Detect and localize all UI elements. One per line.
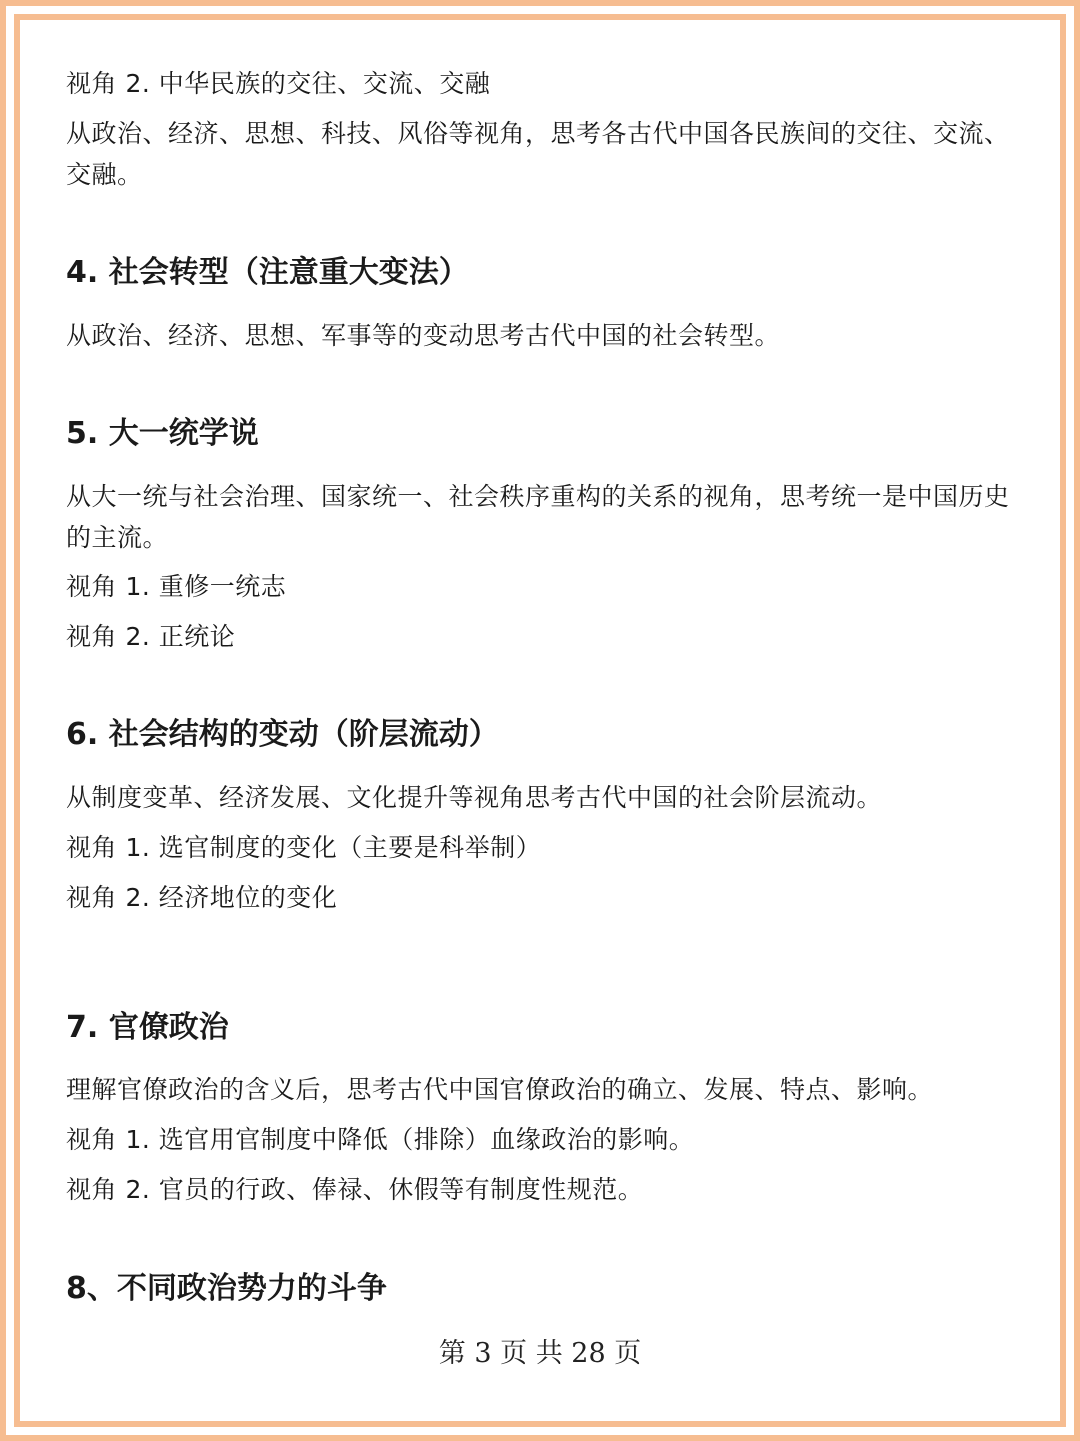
section4-heading: 4. 社会转型（注意重大变法） [66, 255, 469, 290]
section6-heading: 6. 社会结构的变动（阶层流动） [66, 717, 499, 752]
section6-view2: 视角 2. 经济地位的变化 [66, 883, 338, 912]
section5-heading: 5. 大一统学说 [66, 416, 259, 451]
section7-heading: 7. 官僚政治 [66, 1010, 229, 1045]
section3-view2: 视角 2. 中华民族的交往、交流、交融 [66, 69, 491, 98]
section7-view2: 视角 2. 官员的行政、俸禄、休假等有制度性规范。 [66, 1175, 644, 1204]
section6-description: 从制度变革、经济发展、文化提升等视角思考古代中国的社会阶层流动。 [66, 783, 883, 812]
section7-view1: 视角 1. 选官用官制度中降低（排除）血缘政治的影响。 [66, 1125, 695, 1154]
section3-view2-description: 从政治、经济、思想、科技、风俗等视角，思考各古代中国各民族间的交往、交流、交融。 [66, 119, 1010, 189]
section4-description: 从政治、经济、思想、军事等的变动思考古代中国的社会转型。 [66, 321, 781, 350]
section6-view1: 视角 1. 选官制度的变化（主要是科举制） [66, 833, 542, 862]
section5-view1: 视角 1. 重修一统志 [66, 572, 287, 601]
page-number: 第 3 页 共 28 页 [438, 1338, 642, 1369]
section5-view2: 视角 2. 正统论 [66, 622, 236, 651]
section5-description: 从大一统与社会治理、国家统一、社会秩序重构的关系的视角，思考统一是中国历史的主流。 [66, 482, 1010, 552]
section7-description: 理解官僚政治的含义后，思考古代中国官僚政治的确立、发展、特点、影响。 [66, 1075, 934, 1104]
section8-heading: 8、不同政治势力的斗争 [66, 1271, 387, 1306]
